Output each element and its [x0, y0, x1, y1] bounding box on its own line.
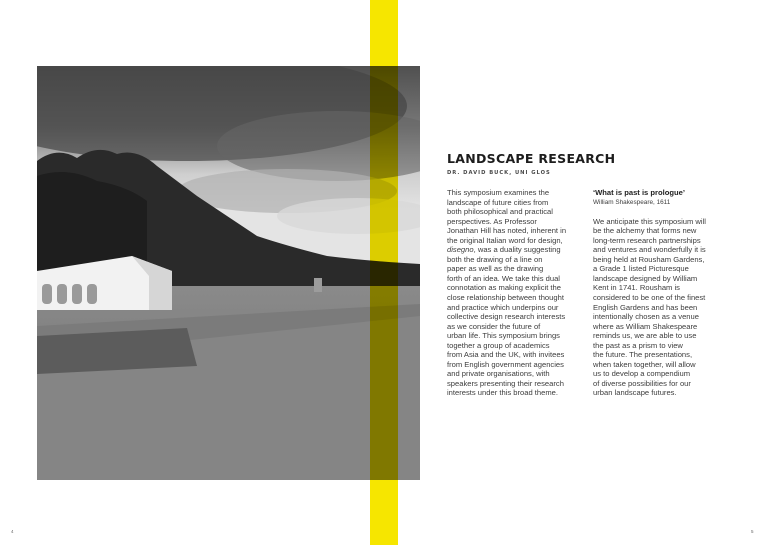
body-line: of diverse possibilities for our [593, 378, 691, 388]
body-line: long-term research partnerships [593, 235, 701, 245]
body-line: Kent in 1741. Rousham is [593, 283, 680, 293]
body-line: forth of an idea. We take this dual [447, 273, 560, 283]
body-line: the past as a prism to view [593, 340, 683, 350]
body-line: perspectives. As Professor [447, 216, 537, 226]
body-line: close relationship between thought [447, 293, 564, 303]
body-line: landscape designed by William [593, 273, 698, 283]
body-line: both the drawing of a line on [447, 254, 543, 264]
yellow-accent-stripe [370, 0, 398, 545]
body-line: connotation as making explicit the [447, 283, 561, 293]
body-line: being held at Rousham Gardens, [593, 254, 705, 264]
body-line: intentionally chosen as a venue [593, 312, 699, 322]
body-line: disegno, was a duality suggesting [447, 245, 561, 255]
body-line: the original Italian word for design, [447, 235, 563, 245]
body-line: urban landscape futures. [593, 388, 677, 398]
article-block [447, 151, 747, 398]
body-line: urban life. This symposium brings [447, 331, 560, 341]
body-line: from Asia and the UK, with invitees [447, 350, 565, 360]
body-line: reminds us, we are able to use [593, 331, 697, 341]
landscape-photo [37, 66, 420, 480]
body-line: a Grade 1 listed Picturesque [593, 264, 689, 274]
body-line: considered to be one of the finest [593, 292, 706, 302]
body-line: speakers presenting their research [447, 378, 564, 388]
body-line: as we consider the future of [447, 321, 541, 331]
body-line: and private organisations, with [447, 369, 550, 379]
left-column [447, 188, 595, 398]
page-title: LANDSCAPE RESEARCH [447, 151, 616, 166]
body-line: the future. The presentations, [593, 350, 693, 360]
body-line: landscape of future cities from [447, 197, 549, 207]
body-line: collective design research interests [447, 312, 566, 322]
body-line: and ventures and wonderfully it is [593, 245, 706, 255]
body-line: together a group of academics [447, 340, 550, 350]
author-byline: DR. DAVID BUCK, UNI GLOS [447, 170, 551, 176]
body-line: from English government agencies [447, 359, 564, 369]
body-line: both philosophical and practical [447, 207, 553, 217]
paragraph-spacer [593, 207, 733, 217]
body-line: interests under this broad theme. [447, 388, 559, 398]
quote-title: ‘What is past is prologue’ [593, 188, 685, 197]
page-number-left: 4 [11, 529, 14, 534]
body-line: and practice which underpins our [447, 302, 559, 312]
body-line: be the alchemy that forms new [593, 226, 697, 236]
body-line: We anticipate this symposium will [593, 216, 706, 226]
body-line: This symposium examines the [447, 188, 550, 197]
page-number-right: 5 [751, 529, 754, 534]
quote-attribution: William Shakespeare, 1611 [593, 198, 671, 206]
body-line: paper as well as the drawing [447, 264, 544, 274]
body-line: us to develop a compendium [593, 369, 691, 379]
body-line: where as William Shakespeare [593, 321, 698, 331]
right-column [593, 188, 733, 398]
body-line: Jonathan Hill has noted, inherent in [447, 226, 567, 236]
body-line: when taken together, will allow [593, 359, 696, 369]
body-line: English Gardens and has been [593, 302, 698, 312]
